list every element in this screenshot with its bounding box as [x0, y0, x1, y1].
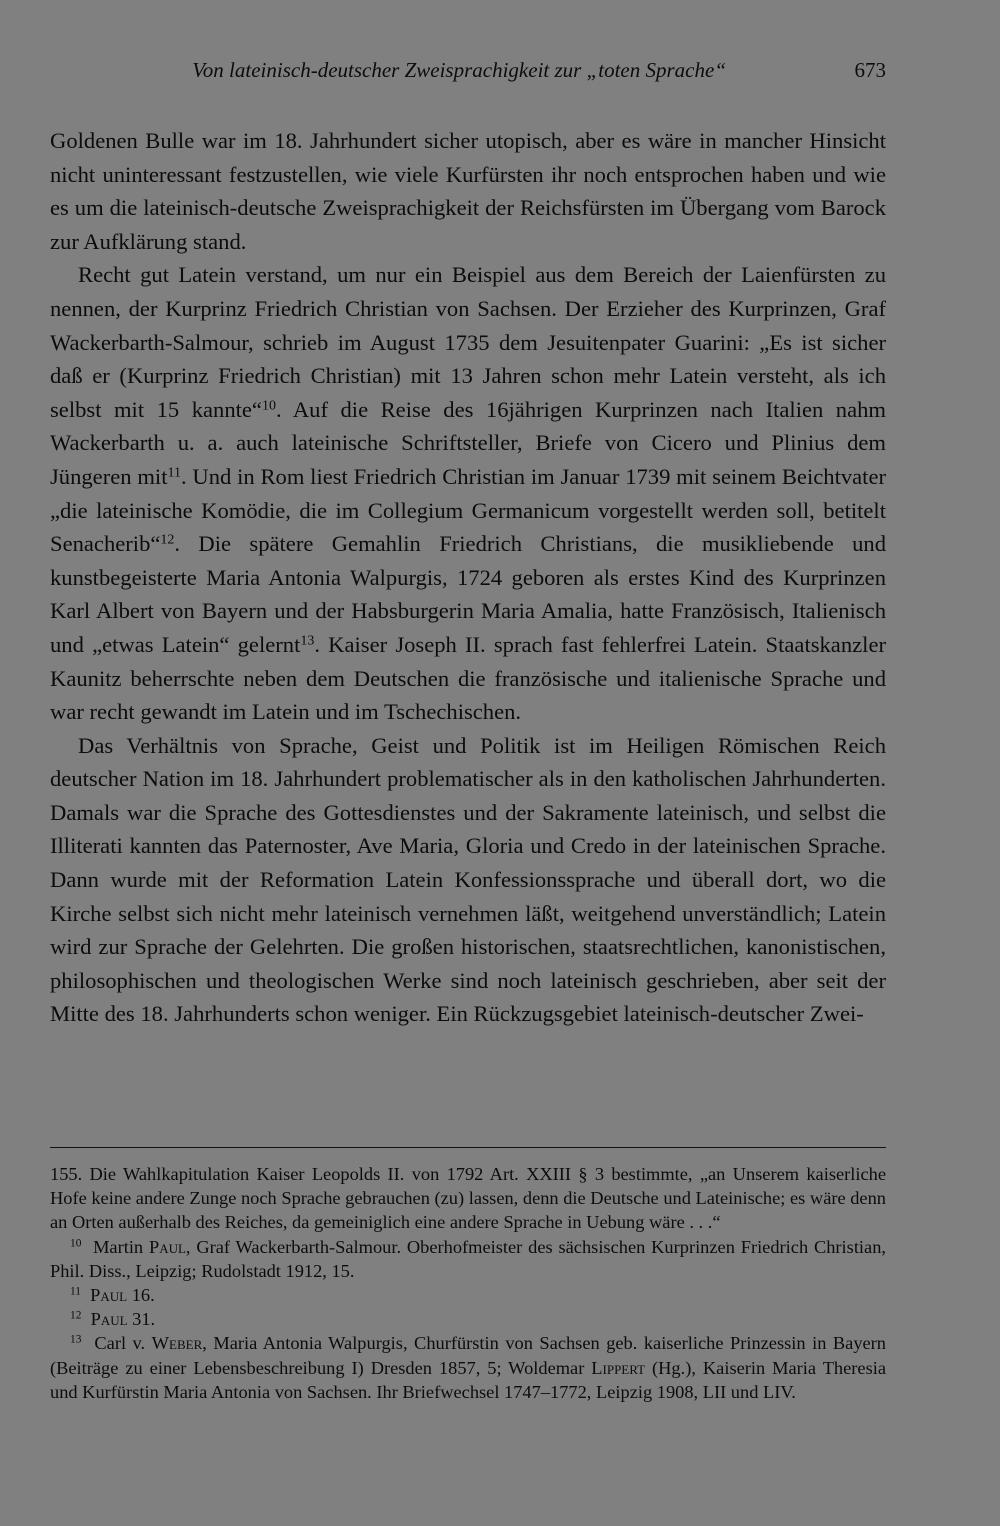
footnote-10	[50, 1235, 886, 1283]
footnote-ref-12: 12	[160, 532, 175, 548]
paragraph-1: Goldenen Bulle war im 18. Jahrhundert sicher utopisch, aber es wäre in mancher Hinsicht nicht uninteressant festzustellen, wie viele Kurfürsten ihr noch entsprochen haben und wie es um die lateinisch-deutsche Zweisprachigkeit der Reichsfürsten im Übergang vom Barock zur Aufklärung stand.	[50, 128, 886, 254]
footnote-11-text: 16.	[127, 1285, 155, 1306]
page-header	[50, 58, 886, 92]
footnote-separator	[50, 1147, 886, 1148]
footnote-number-13: 13	[70, 1334, 82, 1347]
footnote-11	[50, 1283, 886, 1307]
footnote-12-author: Paul	[90, 1309, 128, 1330]
footnote-13-author: Weber	[151, 1333, 203, 1354]
footnote-ref-11: 11	[167, 465, 181, 481]
paragraph-2-text-d: . Die spätere Gemahlin Friedrich Christians, die musikliebende und kunstbegeisterte Maria Antonia Walpurgis, 1724 geboren als erstes Kind des Kurprinzen Karl Albert von Bayern und der Habsburgerin Maria Amalia, hatte Französisch, Italienisch und „etwas Latein“ gelernt	[50, 531, 886, 657]
footnote-12	[50, 1307, 886, 1331]
footnote-11-author: Paul	[90, 1285, 128, 1306]
paragraph-3: Das Verhältnis von Sprache, Geist und Politik ist im Heiligen Römischen Reich deutscher Nation im 18. Jahrhundert problematischer als in den katholischen Jahrhunderten. Damals war die Sprache des Gottesdienstes und der Sakramente lateinisch, und selbst die Illiterati kannten das Paternoster, Ave Maria, Gloria und Credo in der lateinischen Sprache. Dann wurde mit der Reformation Latein Konfessionssprache und überall dort, wo die Kirche selbst sich nicht mehr lateinisch vernehmen läßt, weitgehend unverständlich; Latein wird zur Sprache der Gelehrten. Die großen historischen, staatsrechtlichen, kanonistischen, philosophischen und theologischen Werke sind noch lateinisch geschrieben, aber seit der Mitte des 18. Jahrhunderts schon weniger. Ein Rückzugsgebiet lateinisch-deutscher Zwei-	[50, 732, 886, 1027]
footnote-13-editor: Lippert	[591, 1357, 646, 1378]
footnote-ref-10: 10	[261, 398, 276, 414]
body-text	[50, 124, 886, 1031]
footnote-10-text-b: , Graf Wackerbarth-Salmour. Oberhofmeister des sächsischen Kurprinzen Friedrich Christian, Phil. Diss., Leipzig; Rudolstadt 1912, 15.	[50, 1236, 886, 1281]
footnote-10-author: Paul	[148, 1236, 186, 1257]
paragraph-2-text-b: . Auf die Reise des 16jährigen Kurprinzen nach Italien nahm Wackerbarth u. a. auch lateinische Schriftsteller, Briefe von Cicero und Plinius dem Jüngeren mit	[50, 396, 886, 489]
footnote-number-10: 10	[70, 1237, 82, 1250]
footnotes	[50, 1162, 886, 1404]
footnote-13-text-b: , Maria Antonia Walpurgis, Churfürstin von Sachsen geb. kaiserliche Prinzessin in Bayern (Beiträge zu einer Lebensbeschreibung I) Dresden 1857, 5; Woldemar	[50, 1333, 886, 1378]
page-number: 673	[854, 58, 886, 82]
footnote-number-11: 11	[70, 1285, 81, 1298]
footnote-13-text-c: (Hg.), Kaiserin Maria Theresia und Kurfürstin Maria Antonia von Sachsen. Ihr Briefwechsel 1747–1772, Leipzig 1908, LII und LIV.	[50, 1357, 886, 1402]
paragraph-2-text-e: . Kaiser Joseph II. sprach fast fehlerfrei Latein. Staatskanzler Kaunitz beherrschte neben dem Deutschen die französische und italienische Sprache und war recht gewandt im Latein und im Tschechischen.	[50, 631, 886, 725]
footnote-13	[50, 1331, 886, 1404]
running-head: Von lateinisch-deutscher Zweisprachigkeit zur „toten Sprache“	[192, 58, 726, 82]
paragraph-2-text-a: Recht gut Latein verstand, um nur ein Beispiel aus dem Bereich der Laienfürsten zu nennen, der Kurprinz Friedrich Christian von Sachsen. Der Erzieher des Kurprinzen, Graf Wackerbarth-Salmour, schrieb im August 1735 dem Jesuitenpater Guarini: „Es ist sicher daß er (Kurprinz Friedrich Christian) mit 13 Jahren schon mehr Latein versteht, als ich selbst mit 15 kannte“	[50, 262, 886, 422]
paragraph-2	[50, 258, 886, 728]
footnote-ref-13: 13	[300, 633, 315, 649]
footnote-13-text-a: Carl v.	[94, 1333, 152, 1354]
footnote-10-text-a: Martin	[93, 1236, 149, 1257]
footnote-number-12: 12	[70, 1309, 82, 1322]
footnote-12-text: 31.	[127, 1309, 156, 1330]
paragraph-2-text-c: . Und in Rom liest Friedrich Christian im Januar 1739 mit seinem Beichtvater „die lateinische Komödie, die im Collegium Germanicum vorgestellt werden soll, betitelt Senacherib“	[50, 463, 886, 557]
footnote-155: 155. Die Wahlkapitulation Kaiser Leopolds II. von 1792 Art. XXIII § 3 bestimmte, „an Unserem kaiserliche Hofe keine andere Zunge noch Sprache gebrauchen (zu) lassen, denn die Deutsche und Lateinische; es wäre denn an Orten außerhalb des Reiches, da gemeiniglich eine andere Sprache in Uebung wäre . . .“	[50, 1164, 886, 1233]
